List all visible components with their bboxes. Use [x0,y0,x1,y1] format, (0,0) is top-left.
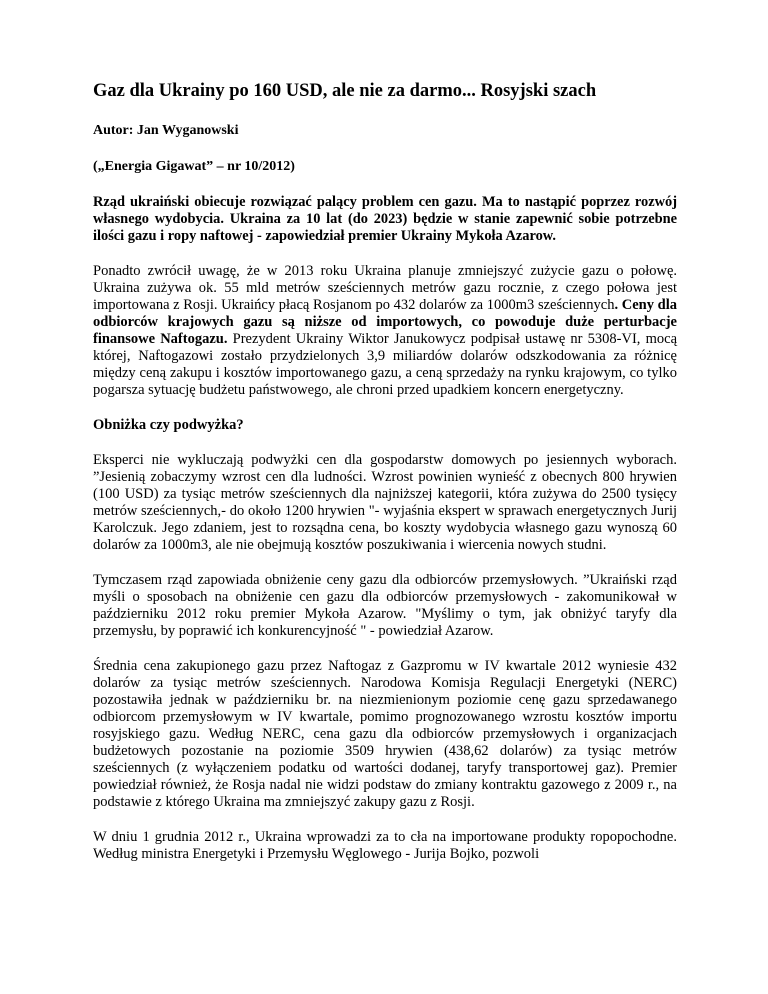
paragraph-1-text-c: Prezydent Ukrainy Wiktor Janukowycz podpisał ustawę nr 5308-VI, mocą której, Naftogazowi zostało przydzielonych 3,9 miliardów dolarów odszkodowania za różnicę między ceną zakupu i kosztów importowanego gazu, a ceną sprzedaży na rynku krajowym, co tylko pogarsza sytuację budżetu państwowego, ale chroni przed upadkiem koncern energetyczny. [93,331,677,398]
paragraph-2: Eksperci nie wykluczają podwyżki cen dla gospodarstw domowych po jesiennych wyborach. ”Jesienią zobaczymy wzrost cen dla ludności. Wzrost powinien wynieść z obecnych 800 hrywien (100 USD) za tysiąc metrów sześciennych dla najniższej kategorii, która zużywa do 2500 tysięcy metrów sześciennych,- do około 1200 hrywien "- wyjaśnia ekspert w sprawach energetycznych Jurij Karolczuk. Jego zdaniem, jest to rozsądna cena, bo koszty wydobycia własnego gazu wynoszą 60 dolarów za 1000m3, ale nie obejmują kosztów poszukiwania i wiercenia nowych studni. [93,452,677,553]
article-title: Gaz dla Ukrainy po 160 USD, ale nie za darmo... Rosyjski szach [93,81,597,101]
paragraph-1-bold: . Ceny dla odbiorców krajowych gazu są niższe od importowych, co powoduje duże perturbacje finansowe Naftogazu. [93,297,677,347]
paragraph-1 [93,263,677,399]
paragraph-5: W dniu 1 grudnia 2012 r., Ukraina wprowadzi za to cła na importowane produkty ropopochodne. Według ministra Energetyki i Przemysłu Węglowego - Jurija Bojko, pozwoli [93,829,677,862]
lead-paragraph: Rząd ukraiński obiecuje rozwiązać palący problem cen gazu. Ma to nastąpić poprzez rozwój własnego wydobycia. Ukraina za 10 lat (do 2023) będzie w stanie zapewnić sobie potrzebne ilości gazu i ropy naftowej - zapowiedział premier Ukrainy Mykoła Azarow. [93,194,677,244]
paragraph-3: Tymczasem rząd zapowiada obniżenie ceny gazu dla odbiorców przemysłowych. ”Ukraiński rząd myśli o sposobach na obniżenie cen gazu dla odbiorców przemysłowych - zakomunikował w październiku 2012 roku premier Mykoła Azarow. "Myślimy o tym, jak obniżyć taryfy dla przemysłu, by poprawić ich konkurencyjność " - powiedział Azarow. [93,572,677,639]
section-heading: Obniżka czy podwyżka? [93,417,244,433]
paragraph-4: Średnia cena zakupionego gazu przez Naftogaz z Gazpromu w IV kwartale 2012 wyniesie 432 dolarów za tysiąc metrów sześciennych. Narodowa Komisja Regulacji Energetyki (NERC) pozostawiła jednak w październiku br. na niezmienionym poziomie cenę gazu sprzedawanego odbiorcom przemysłowym w IV kwartale, pomimo prognozowanego wzrostu kosztów importu rosyjskiego gazu. Według NERC, cena gazu dla odbiorców przemysłowych i organizacjach budżetowych pozostanie na poziomie 3509 hrywien (438,62 dolarów) za tysiąc metrów sześciennych (z wyłączeniem podatku od wartości dodanej, taryfy transportowej gaz). Premier powiedział również, że Rosja nadal nie widzi podstaw do zmiany kontraktu gazowego z 2009 r., na podstawie z którego Ukraina ma zmniejszyć zakupy gazu z Rosji. [93,658,677,810]
article-body [93,80,677,881]
source-line: („Energia Gigawat” – nr 10/2012) [93,159,295,174]
paragraph-1-text-a: Ponadto zwrócił uwagę, że w 2013 roku Ukraina planuje zmniejszyć zużycie gazu o połowę. Ukraina zużywa ok. 55 mld metrów sześciennych metrów gazu rocznie, z czego połowa jest importowana z Rosji. Ukraińcy płacą Rosjanom po 432 dolarów za 1000m3 sześciennych [93,263,677,313]
author-line: Autor: Jan Wyganowski [93,123,239,138]
